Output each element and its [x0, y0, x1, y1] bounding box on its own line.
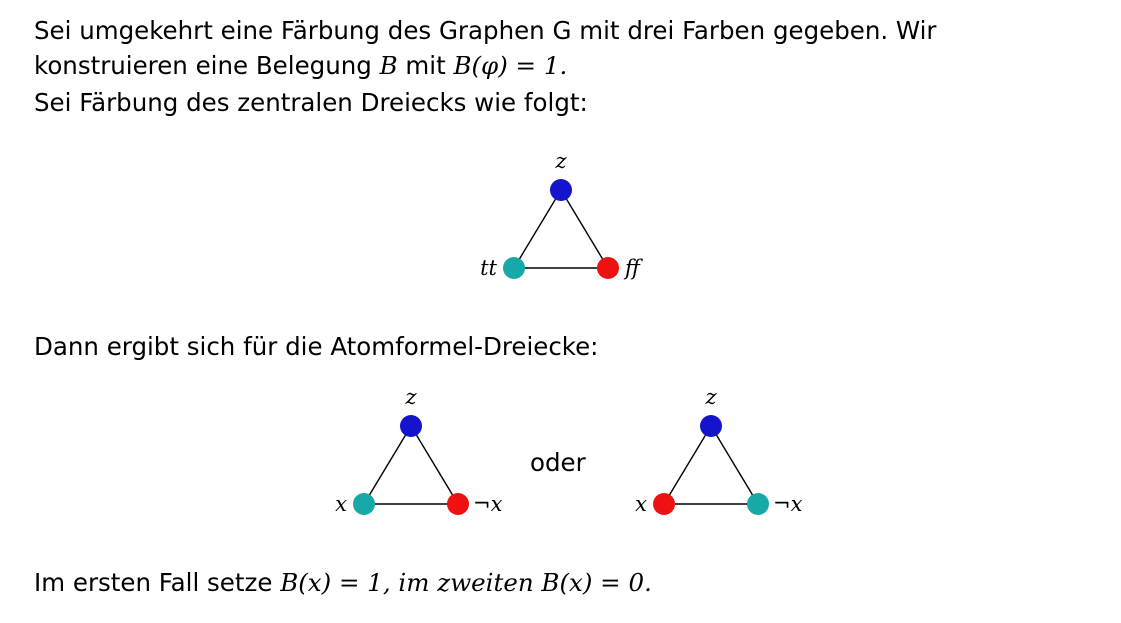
node-label-ff: ff — [625, 256, 640, 280]
node-z — [700, 415, 722, 437]
oder-text: oder — [530, 448, 586, 477]
node-x — [353, 493, 375, 515]
atom-triangle-case-1-figure — [318, 385, 518, 528]
node-label-z: z — [405, 385, 417, 409]
central-triangle-svg — [468, 149, 654, 292]
belegung-symbol-4: B — [541, 568, 560, 597]
node-label-x: x — [335, 492, 347, 516]
paragraph-1-line-2-part-e: (φ) = 1. — [471, 51, 568, 80]
paragraph-3-text: Dann ergibt sich für die Atomformel-Dreiecke: — [34, 332, 599, 361]
paragraph-1-line-2 — [34, 49, 567, 84]
belegung-symbol-1: B — [379, 51, 398, 80]
paragraph-4-part-c: (x) = 1, im zweiten — [298, 568, 542, 597]
paragraph-4-part-e: (x) = 0. — [559, 568, 652, 597]
edge-top-left — [514, 190, 561, 268]
node-x — [653, 493, 675, 515]
atom-triangle-case-2-svg — [618, 385, 818, 528]
node-label-tt: tt — [480, 256, 497, 280]
atom-triangle-case-1-svg — [318, 385, 518, 528]
node-z — [550, 179, 572, 201]
belegung-symbol-2: B — [453, 51, 472, 80]
edge-top-right — [711, 426, 758, 504]
edge-top-right — [561, 190, 608, 268]
paragraph-2-text: Sei Färbung des zentralen Dreiecks wie folgt: — [34, 88, 588, 117]
paragraph-3 — [34, 330, 598, 365]
node-not-x — [747, 493, 769, 515]
node-label-z: z — [555, 149, 567, 173]
central-triangle-figure — [468, 149, 654, 292]
paragraph-4-part-a: Im ersten Fall setze — [34, 568, 281, 597]
node-tt — [503, 257, 525, 279]
paragraph-1-line-1-text: Sei umgekehrt eine Färbung des Graphen G mit drei Farben gegeben. Wir — [34, 16, 937, 45]
node-not-x — [447, 493, 469, 515]
paragraph-1-line-2-part-a: konstruieren eine Belegung — [34, 51, 380, 80]
edge-top-left — [664, 426, 711, 504]
node-label-not-x: ¬x — [773, 492, 803, 516]
paragraph-1-line-1 — [34, 14, 937, 49]
paragraph-4 — [34, 566, 652, 601]
node-ff — [597, 257, 619, 279]
edge-top-left — [364, 426, 411, 504]
edge-top-right — [411, 426, 458, 504]
atom-triangle-case-2-figure — [618, 385, 818, 528]
oder-label — [530, 448, 586, 477]
node-label-z: z — [705, 385, 717, 409]
paragraph-2 — [34, 86, 588, 121]
node-label-not-x: ¬x — [473, 492, 503, 516]
belegung-symbol-3: B — [280, 568, 299, 597]
node-z — [400, 415, 422, 437]
paragraph-1-line-2-part-c: mit — [397, 51, 454, 80]
node-label-x: x — [635, 492, 647, 516]
